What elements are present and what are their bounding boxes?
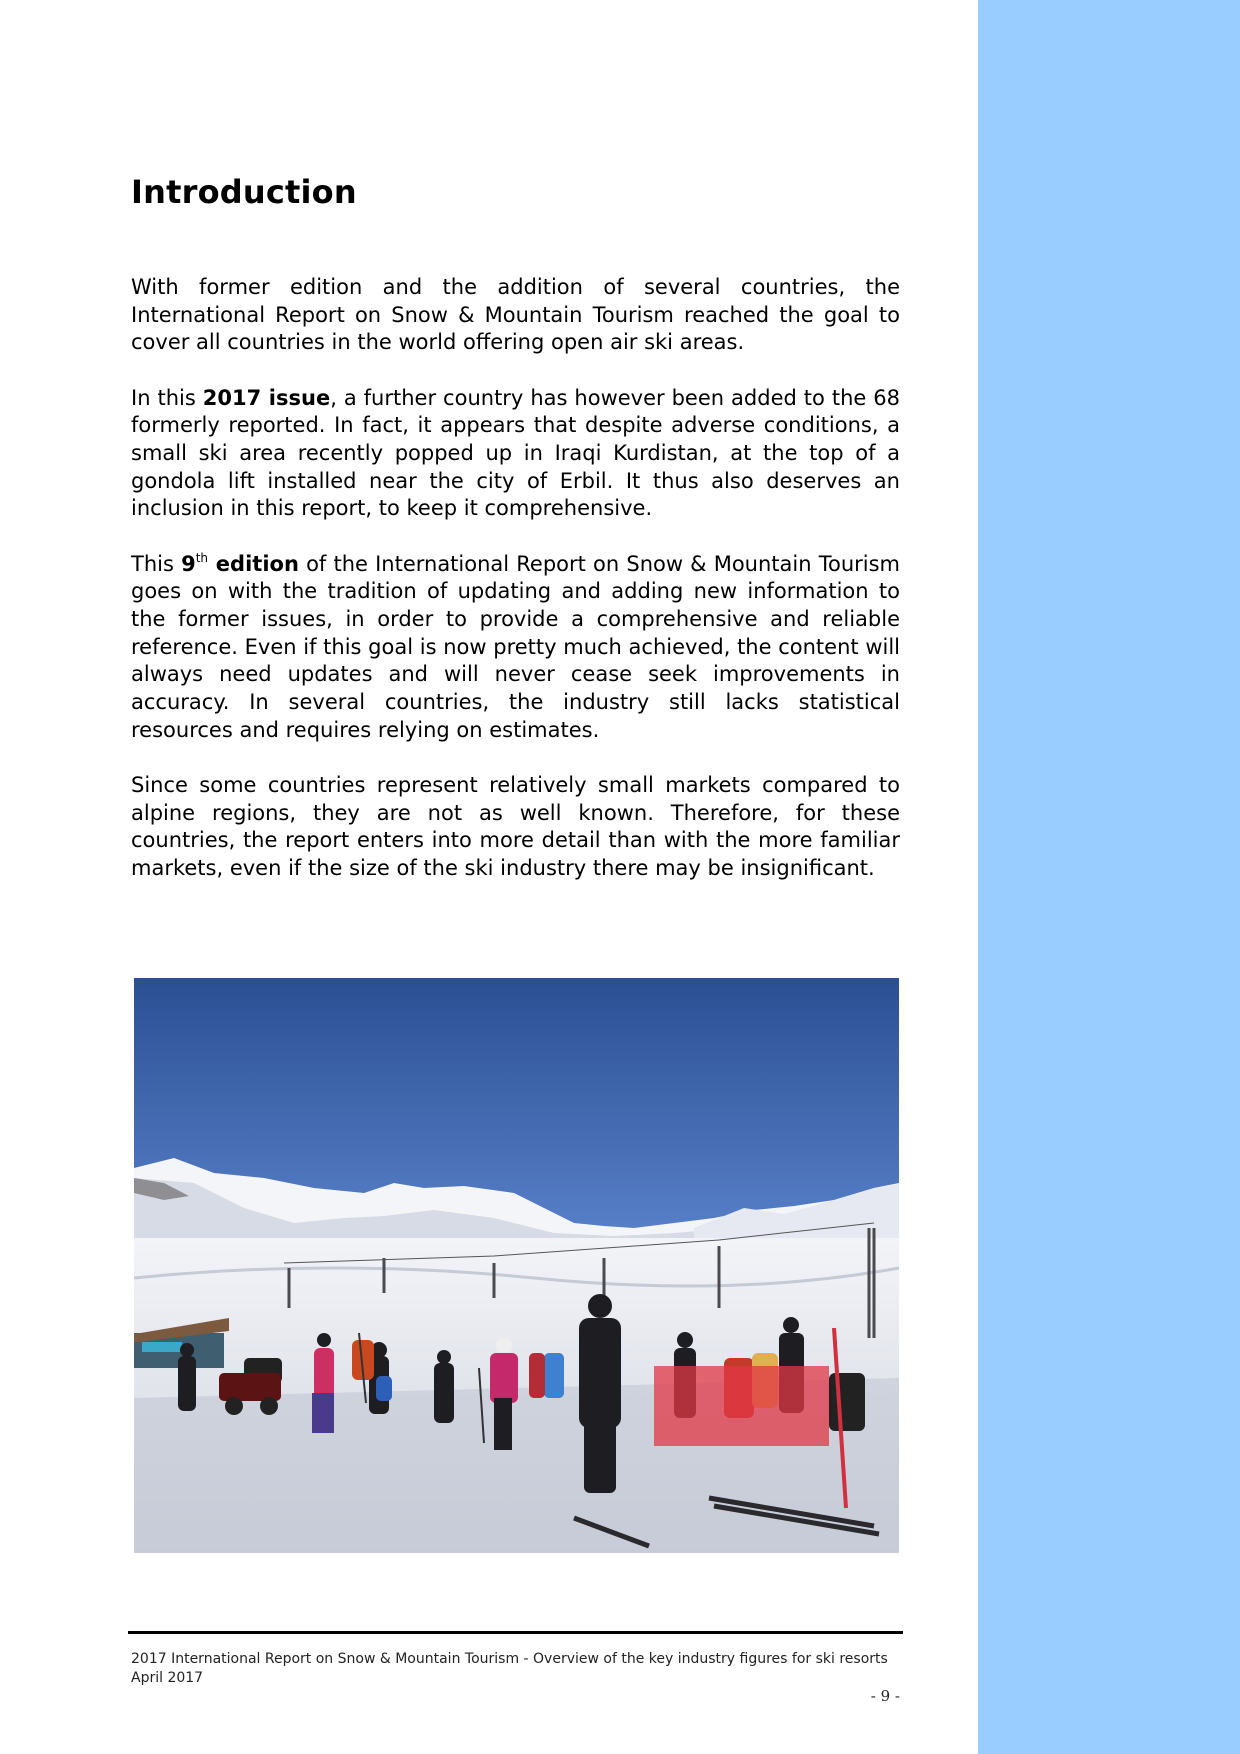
paragraph-3-lead: This	[131, 551, 182, 576]
footer-date: April 2017	[131, 1670, 204, 1686]
body-text	[131, 274, 900, 910]
page-title: Introduction	[131, 173, 357, 211]
paragraph-2-lead: In this	[131, 385, 203, 410]
red-banner	[654, 1366, 829, 1446]
paragraph-3-bold-number: 9	[181, 551, 196, 576]
page-number: - 9 -	[870, 1687, 900, 1705]
paragraph-3	[131, 551, 900, 745]
paragraph-1: With former edition and the addition of several countries, the International Report on Snow & Mountain Tourism reached the goal to cover all countries in the world offering open air ski areas.	[131, 275, 900, 355]
paragraph-3-rest: of the International Report on Snow & Mountain Tourism goes on with the tradition of updating and adding new information to the former issues, in order to provide a comprehensive and reliable reference. Even if this goal is now pretty much achieved, the content will always need updates and will never cease seek improvements in accuracy. In several countries, the industry still lacks statistical resources and requires relying on estimates.	[131, 551, 900, 742]
paragraph-2-rest: , a further country has however been added to the 68 formerly reported. In fact, it appears that despite adverse conditions, a small ski area recently popped up in Iraqi Kurdistan, at the top of a gondola lift installed near the city of Erbil. It thus also deserves an inclusion in this report, to keep it comprehensive.	[131, 385, 900, 521]
ski-resort-photo	[134, 978, 899, 1553]
paragraph-3-superscript: th	[195, 550, 209, 565]
paragraph-2-bold-issue: 2017 issue	[202, 385, 331, 410]
paragraph-4: Since some countries represent relatively small markets compared to alpine regions, they are not as well known. Therefore, for these countries, the report enters into more detail than with the more familiar markets, even if the size of the ski industry there may be insignificant.	[131, 773, 900, 881]
footer-report-title: 2017 International Report on Snow & Mountain Tourism - Overview of the key industry figures for ski resorts	[131, 1651, 888, 1667]
paragraph-3-bold-edition: edition	[208, 551, 299, 576]
side-color-band	[978, 0, 1240, 1754]
footer-rule	[128, 1631, 903, 1634]
paragraph-2	[131, 385, 900, 524]
